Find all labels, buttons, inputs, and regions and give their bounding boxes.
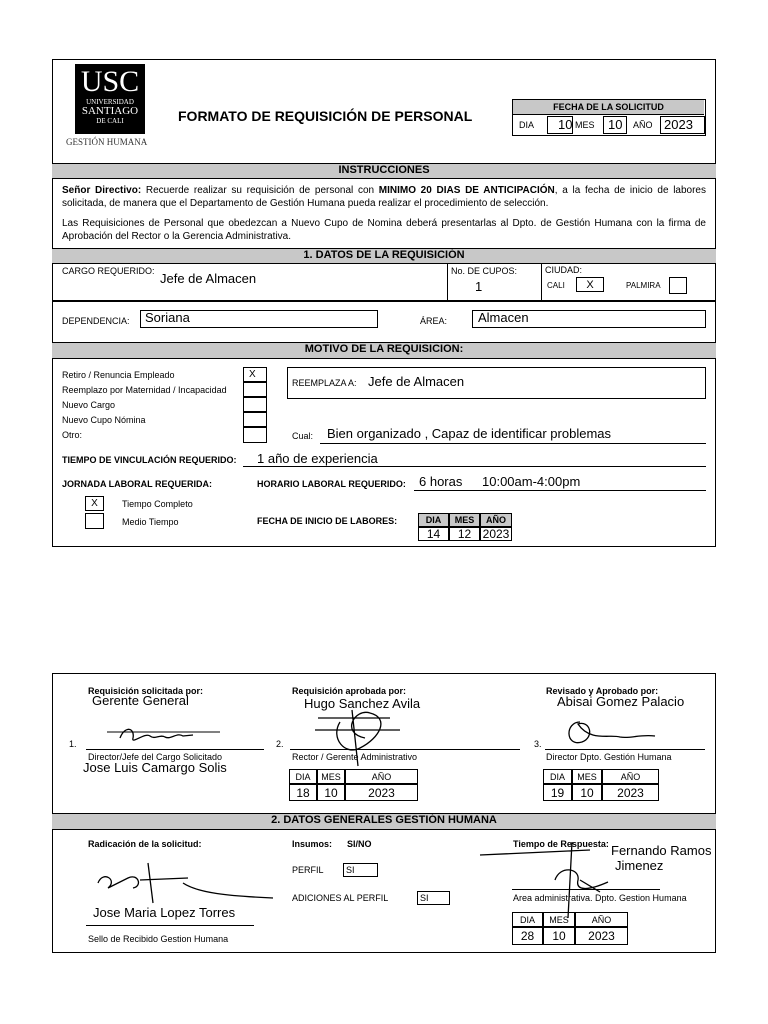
perfil-value: SI — [346, 865, 355, 875]
logo-de-cali: DE CALI — [96, 117, 124, 125]
sello-label: Sello de Recibido Gestion Humana — [88, 934, 229, 944]
firma-3-line — [545, 749, 705, 750]
revisado-label: Revisado y Aprobado por: — [546, 686, 659, 696]
datos-bottom-line — [52, 300, 716, 302]
tiempo-line — [243, 466, 706, 467]
jornada-label: JORNADA LABORAL REQUERIDA: — [62, 479, 213, 489]
inicio-ano: 2023 — [480, 527, 512, 541]
inicio-label: FECHA DE INICIO DE LABORES: — [257, 516, 398, 526]
rev-mes-label: MES — [572, 769, 602, 784]
perfil-label: PERFIL — [292, 865, 324, 875]
inicio-mes-label: MES — [449, 513, 480, 527]
inicio-dia-label: DIA — [418, 513, 449, 527]
tiempo-label: TIEMPO DE VINCULACIÓN REQUERIDO: — [62, 455, 237, 465]
rev-dia: 19 — [543, 784, 572, 801]
rev-mes: 10 — [572, 784, 602, 801]
resp-ano-label: AÑO — [575, 912, 628, 927]
motivo-retiro: Retiro / Renuncia Empleado — [62, 370, 175, 380]
checkbox-retiro[interactable] — [243, 367, 267, 382]
cual-line — [320, 443, 706, 444]
insumos-label: Insumos: — [292, 839, 333, 849]
aprobada-label: Requisición aprobada por: — [292, 686, 407, 696]
dia-label: DIA — [519, 120, 535, 130]
instr-p1a: Recuerde realizar su requisición de personal con — [141, 185, 379, 196]
rev-ano-label: AÑO — [602, 769, 659, 784]
rector-label: Rector / Gerente Administrativo — [292, 752, 418, 762]
sino-label: SI/NO — [347, 839, 372, 849]
dependencia-value: Soriana — [145, 310, 190, 325]
checkbox-otro[interactable] — [243, 427, 267, 443]
resp-mes-label: MES — [543, 912, 575, 927]
reemplaza-label: REEMPLAZA A: — [292, 378, 357, 388]
horario-label: HORARIO LABORAL REQUERIDO: — [257, 479, 406, 489]
firma-2-number: 2. — [276, 739, 284, 749]
logo-universidad: UNIVERSIDAD — [86, 98, 134, 106]
dia-value: 10 — [558, 117, 573, 132]
cupos-value: 1 — [475, 279, 483, 294]
resp-dia: 28 — [512, 927, 543, 945]
motivo-nuevo-cargo: Nuevo Cargo — [62, 400, 116, 410]
respuesta-nombre-2: Jimenez — [615, 858, 664, 873]
horario-line — [414, 490, 706, 491]
motivo-otro: Otro: — [62, 430, 83, 440]
area-label: ÁREA: — [420, 316, 448, 326]
datos-divider-1 — [447, 264, 448, 300]
motivo-reemplazo: Reemplazo por Maternidad / Incapacidad — [62, 385, 227, 395]
aprob-mes-label: MES — [317, 769, 345, 784]
aprob-dia: 18 — [289, 784, 317, 801]
director-label: Director/Jefe del Cargo Solicitado — [88, 752, 223, 762]
ciudad-label: CIUDAD: — [545, 265, 583, 275]
instr-senor: Señor Directivo: — [62, 185, 142, 196]
rev-ano: 2023 — [602, 784, 659, 801]
respuesta-line — [512, 889, 660, 890]
instr-p1b: , a la fecha de inicio de labores solicitada, de manera que el Departamento de Gestión Humana pueda realizar el procedimiento de selección. — [62, 185, 706, 209]
fecha-solicitud-label: FECHA DE LA SOLICITUD — [513, 100, 704, 115]
dependencia-label: DEPENDENCIA: — [62, 316, 130, 326]
instr-minimo: MINIMO 20 DIAS DE ANTICIPACIÓN — [378, 185, 555, 196]
inicio-ano-label: AÑO — [480, 513, 512, 527]
horario-rango: 10:00am-4:00pm — [482, 474, 581, 489]
logo-dept: GESTIÓN HUMANA — [66, 137, 148, 147]
signature-respuesta — [480, 840, 620, 920]
retiro-mark: X — [249, 369, 256, 380]
ano-label: AÑO — [633, 120, 653, 130]
inicio-mes: 12 — [449, 527, 480, 541]
motivo-header: MOTIVO DE LA REQUISICION: — [52, 342, 716, 359]
datos-header: 1. DATOS DE LA REQUISICIÓN — [52, 248, 716, 264]
radicacion-label: Radicación de la solicitud: — [88, 839, 202, 849]
fecha-solicitud — [512, 99, 706, 136]
checkbox-tiempo-completo[interactable] — [85, 496, 104, 511]
mes-value: 10 — [608, 117, 623, 132]
adiciones-label: ADICIONES AL PERFIL — [292, 893, 389, 903]
instrucciones-header: INSTRUCCIONES — [52, 163, 716, 179]
solicitada-label: Requisición solicitada por: — [88, 686, 204, 696]
adiciones-value: SI — [420, 893, 429, 903]
cargo-label: CARGO REQUERIDO: — [62, 266, 155, 276]
resp-mes: 10 — [543, 927, 575, 945]
perfil-field[interactable] — [343, 863, 378, 877]
aprob-ano: 2023 — [345, 784, 418, 801]
solicitada-cargo: Gerente General — [92, 693, 189, 708]
checkbox-nuevo-cupo[interactable] — [243, 412, 267, 427]
aprob-ano-label: AÑO — [345, 769, 418, 784]
firma-3-number: 3. — [534, 739, 542, 749]
cali-label: CALI — [547, 281, 565, 290]
reemplaza-value: Jefe de Almacen — [368, 374, 465, 389]
tiempo-value: 1 año de experiencia — [257, 451, 378, 466]
solicitada-nombre: Jose Luis Camargo Solis — [83, 760, 227, 775]
instrucciones-p2: Las Requisiciones de Personal que obedezcan a Nuevo Cupo de Nomina deberá presentarlas al Dpto. de Gestión Humana con la firma de Aprobación del Rector o la Gerencia Administrativa. — [62, 218, 706, 242]
form-title: FORMATO DE REQUISICIÓN DE PERSONAL — [178, 108, 473, 124]
aprob-dia-label: DIA — [289, 769, 317, 784]
usc-logo — [75, 64, 145, 134]
cali-mark: X — [586, 279, 594, 291]
medio-tiempo-label: Medio Tiempo — [122, 517, 179, 527]
inicio-dia: 14 — [418, 527, 449, 541]
radicacion-nombre: Jose Maria Lopez Torres — [93, 905, 236, 920]
mes-label: MES — [575, 120, 595, 130]
dgh-label: Director Dpto. Gestión Humana — [546, 752, 672, 762]
cual-value: Bien organizado , Capaz de identificar problemas — [327, 426, 612, 441]
signature-3 — [560, 712, 670, 752]
aprob-mes: 10 — [317, 784, 345, 801]
checkbox-medio-tiempo[interactable] — [85, 513, 104, 529]
logo-usc: USC — [80, 65, 140, 98]
aprobada-nombre: Hugo Sanchez Avila — [304, 696, 421, 711]
logo-santiago: SANTIAGO — [81, 105, 139, 117]
respuesta-nombre-1: Fernando Ramos — [611, 843, 712, 858]
checkbox-reemplazo[interactable] — [243, 382, 267, 397]
cual-label: Cual: — [292, 431, 314, 441]
horario-horas: 6 horas — [419, 474, 463, 489]
resp-ano: 2023 — [575, 927, 628, 945]
palmira-checkbox[interactable] — [669, 277, 687, 294]
resp-dia-label: DIA — [512, 912, 543, 927]
signature-radicacion — [88, 858, 278, 908]
adiciones-field[interactable] — [417, 891, 450, 905]
instrucciones-p1 — [62, 185, 706, 210]
checkbox-nuevo-cargo[interactable] — [243, 397, 267, 412]
palmira-label: PALMIRA — [626, 281, 661, 290]
cali-checkbox[interactable] — [576, 277, 604, 292]
firma-1-number: 1. — [69, 739, 77, 749]
completo-mark: X — [91, 498, 98, 509]
respuesta-label: Tiempo de Respuesta: — [513, 839, 609, 849]
area-admin-label: Area administrativa. Dpto. Gestion Humana — [513, 893, 687, 903]
area-value: Almacen — [478, 310, 529, 325]
firma-1-line — [86, 749, 264, 750]
cargo-value: Jefe de Almacen — [160, 271, 257, 286]
revisado-nombre: Abisai Gomez Palacio — [557, 694, 685, 709]
cupos-label: No. DE CUPOS: — [451, 266, 518, 276]
tiempo-completo-label: Tiempo Completo — [122, 499, 193, 509]
signature-1 — [105, 720, 225, 750]
firma-2-line — [290, 749, 520, 750]
gestion-header: 2. DATOS GENERALES GESTIÓN HUMANA — [52, 813, 716, 830]
datos-divider-2 — [541, 264, 542, 300]
motivo-nuevo-cupo: Nuevo Cupo Nómina — [62, 415, 146, 425]
radicacion-line — [86, 925, 254, 926]
ano-value: 2023 — [664, 117, 693, 132]
rev-dia-label: DIA — [543, 769, 572, 784]
